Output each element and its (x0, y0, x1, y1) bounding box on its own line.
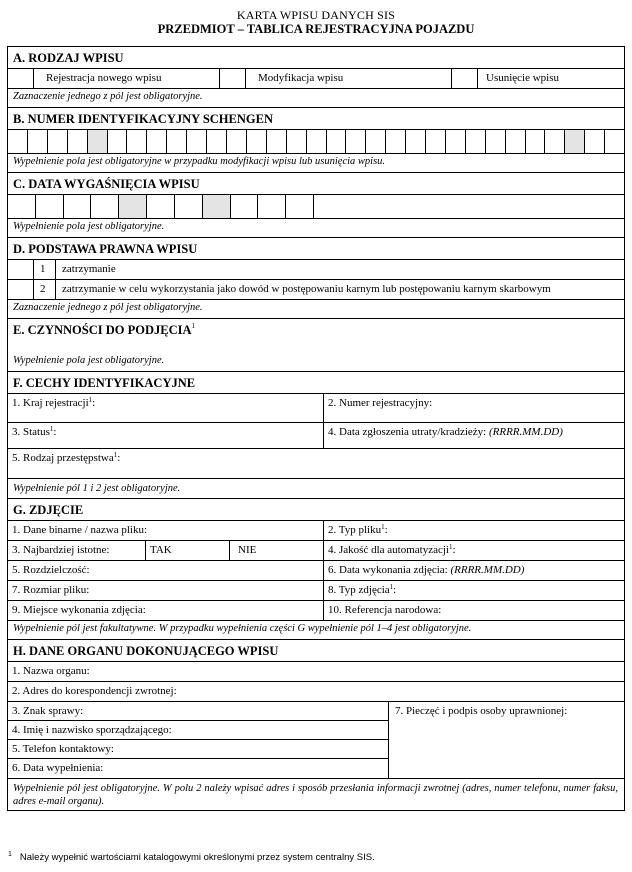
field-fill-date[interactable] (8, 759, 388, 778)
field-authority-name[interactable] (8, 662, 624, 681)
label: 1. Dane binarne / nazwa pliku: (12, 524, 148, 536)
checkbox-modify-entry[interactable] (220, 69, 246, 88)
g-row-2 (8, 541, 624, 561)
f-row-2 (8, 423, 624, 449)
checkbox-delete-entry[interactable] (452, 69, 478, 88)
label: 6. Data wypełnienia: (12, 762, 104, 774)
section-c-title: C. DATA WYGAŚNIĘCIA WPISU (8, 173, 624, 195)
expiry-date-boxes[interactable] (8, 195, 624, 219)
label: 10. Referencja narodowa: (328, 604, 442, 616)
field-status[interactable]: 3. Status$^1$: (8, 423, 324, 448)
char-box[interactable] (8, 130, 28, 153)
h-block (8, 702, 624, 779)
label: 3. Znak sprawy: (12, 705, 84, 717)
char-box[interactable] (386, 130, 406, 153)
label: 1. Nazwa organu: (12, 665, 90, 677)
g-row-1 (8, 521, 624, 541)
footnote-mark: 1 (8, 851, 12, 858)
char-box[interactable] (127, 130, 147, 153)
label: 8. Typ zdjęcia (328, 584, 390, 596)
label: 7. Rozmiar pliku: (12, 584, 90, 596)
h-row-5 (8, 740, 388, 759)
char-box[interactable] (346, 130, 366, 153)
legal-basis-row-2 (8, 280, 624, 300)
field-preparer-name[interactable] (8, 721, 388, 739)
date-box[interactable] (231, 195, 259, 218)
field-most-relevant (8, 541, 146, 560)
footnote-ref: 1 (448, 543, 453, 551)
checkbox-legal-2[interactable] (8, 280, 34, 299)
date-format: (RRRR.MM.DD) (488, 426, 563, 438)
char-box[interactable] (526, 130, 546, 153)
section-g-note: Wypełnienie pól jest fakultatywne. W przypadku wypełnienia części G wypełnienie pól 1–4 jest obligatoryjne. (8, 621, 624, 640)
char-box[interactable] (108, 130, 128, 153)
section-e-title (8, 319, 624, 353)
field-registration-country[interactable]: 1. Kraj rejestracji$^1$: (8, 394, 324, 422)
date-box[interactable] (175, 195, 203, 218)
char-box[interactable] (247, 130, 267, 153)
h-row-6 (8, 759, 388, 778)
legal-num-2: 2 (34, 280, 56, 299)
section-a-note: Zaznaczenie jednego z pól jest obligatoryjne. (8, 89, 624, 108)
field-photo-date[interactable] (324, 561, 624, 580)
char-box[interactable] (207, 130, 227, 153)
label-delete-entry: Usunięcie wpisu (486, 72, 560, 84)
footnote-text: Należy wypełnić wartościami katalogowymi określonymi przez system centralny SIS. (19, 852, 375, 863)
field-return-address[interactable] (8, 682, 624, 701)
field-case-number[interactable] (8, 702, 388, 720)
char-box[interactable] (585, 130, 605, 153)
char-box[interactable] (48, 130, 68, 153)
char-box[interactable] (545, 130, 565, 153)
date-box[interactable] (8, 195, 36, 218)
char-box[interactable] (147, 130, 167, 153)
field-photo-type[interactable]: 8. Typ zdjęcia$^1$: (328, 583, 397, 596)
section-b-note: Wypełnienie pola jest obligatoryjne w przypadku modyfikacji wpisu lub usunięcia wpisu. (8, 154, 624, 173)
f-row-1 (8, 394, 624, 423)
field-resolution[interactable] (8, 561, 324, 580)
footnote-ref: 1 (389, 583, 394, 591)
field-file-type[interactable]: 2. Typ pliku$^1$: (328, 523, 388, 536)
g-row-3 (8, 561, 624, 581)
label: 4. Imię i nazwisko sporządzającego: (12, 724, 172, 736)
legal-text-2: zatrzymanie w celu wykorzystania jako dowód w postępowaniu karnym lub postępowaniu karnym skarbowym (62, 283, 551, 295)
separator-box (203, 195, 231, 218)
section-a-title: A. RODZAJ WPISU (8, 47, 624, 69)
g-row-5 (8, 601, 624, 621)
h-row-1 (8, 662, 624, 682)
char-box[interactable] (68, 130, 88, 153)
char-box[interactable] (486, 130, 506, 153)
label: 4. Data zgłoszenia utraty/kradzieży: (328, 426, 489, 438)
field-offense-type[interactable]: 5. Rodzaj przestępstwa$^1$: (12, 451, 121, 464)
char-box[interactable] (605, 130, 624, 153)
label: 2. Numer rejestracyjny: (328, 397, 433, 409)
field-national-reference[interactable] (324, 601, 624, 620)
checkbox-legal-1[interactable] (8, 260, 34, 279)
date-box[interactable] (286, 195, 313, 218)
form-title: KARTA WPISU DANYCH SIS (236, 8, 396, 22)
field-registration-number[interactable] (324, 394, 624, 422)
label: 5. Telefon kontaktowy: (12, 743, 114, 755)
label: 7. Pieczęć i podpis osoby uprawnionej: (395, 705, 568, 717)
footnote (8, 852, 375, 863)
char-box[interactable] (307, 130, 327, 153)
section-d-title: D. PODSTAWA PRAWNA WPISU (8, 238, 624, 260)
section-d-note: Zaznaczenie jednego z pól jest obligatoryjne. (8, 300, 624, 319)
f-row-3 (8, 449, 624, 479)
field-file-name[interactable] (8, 521, 324, 540)
char-box[interactable] (187, 130, 207, 153)
char-box[interactable] (28, 130, 48, 153)
separator-box (88, 130, 108, 153)
label: NIE (238, 544, 257, 556)
legal-text-1: zatrzymanie (62, 263, 116, 275)
sis-form (7, 46, 625, 811)
section-e-title-text: E. CZYNNOŚCI DO PODJĘCIA (13, 323, 192, 337)
field-theft-report-date[interactable] (324, 423, 624, 448)
entry-type-row (8, 69, 624, 89)
section-b-title: B. NUMER IDENTYFIKACYJNY SCHENGEN (8, 108, 624, 130)
date-box[interactable] (91, 195, 119, 218)
label: 2. Adres do korespondencji zwrotnej: (12, 685, 177, 697)
option-yes[interactable] (146, 541, 230, 560)
footnote-ref: 1 (49, 425, 54, 433)
section-f-title: F. CECHY IDENTYFIKACYJNE (8, 372, 624, 394)
char-box[interactable] (506, 130, 526, 153)
section-h-note: Wypełnienie pól jest obligatoryjne. W polu 2 należy wpisać adres i sposób przesłania informacji zwrotnej (adres, numer telefonu, numer faksu, adres e-mail organu). (13, 783, 618, 807)
date-box[interactable] (36, 195, 64, 218)
h-row-4 (8, 721, 388, 740)
section-c-note: Wypełnienie pola jest obligatoryjne. (8, 219, 624, 238)
field-automation-quality[interactable]: 4. Jakość dla automatyzacji$^1$: (328, 543, 456, 556)
date-format: (RRRR.MM.DD) (450, 564, 525, 576)
separator-box (119, 195, 147, 218)
section-e-note: Wypełnienie pola jest obligatoryjne. (8, 353, 624, 372)
form-subject: PRZEDMIOT – TABLICA REJESTRACYJNA POJAZDU (157, 22, 475, 36)
char-box[interactable] (227, 130, 247, 153)
date-box[interactable] (147, 195, 175, 218)
footnote-ref: 1 (381, 523, 385, 531)
label: 1. Kraj rejestracji (12, 397, 89, 409)
field-phone[interactable] (8, 740, 388, 758)
section-g-title: G. ZDJĘCIE (8, 499, 624, 521)
legal-num-1: 1 (34, 260, 56, 279)
char-box[interactable] (426, 130, 446, 153)
label: 3. Status (12, 426, 50, 438)
char-box[interactable] (366, 130, 386, 153)
label: 5. Rodzaj przestępstwa (12, 452, 114, 464)
label: 4. Jakość dla automatyzacji (328, 544, 449, 556)
char-box[interactable] (466, 130, 486, 153)
h-row-2 (8, 682, 624, 702)
label: 9. Miejsce wykonania zdjęcia: (12, 604, 146, 616)
legal-basis-row-1 (8, 260, 624, 280)
h-row-3 (8, 702, 388, 721)
option-no[interactable] (230, 541, 324, 560)
char-box[interactable] (167, 130, 187, 153)
schengen-id-boxes[interactable] (8, 130, 624, 154)
label-new-entry: Rejestracja nowego wpisu (34, 69, 220, 88)
label: 5. Rozdzielczość: (12, 564, 90, 576)
field-stamp-signature[interactable] (389, 702, 624, 778)
blank-area (314, 195, 624, 218)
field-file-size[interactable] (8, 581, 324, 600)
footnote-ref: 1 (113, 451, 118, 459)
char-box[interactable] (287, 130, 307, 153)
separator-box (565, 130, 585, 153)
char-box[interactable] (406, 130, 426, 153)
section-h-title: H. DANE ORGANU DOKONUJĄCEGO WPISU (8, 640, 624, 662)
g-row-4 (8, 581, 624, 601)
field-photo-place[interactable] (8, 601, 324, 620)
section-f-note: Wypełnienie pól 1 i 2 jest obligatoryjne. (8, 479, 624, 499)
footnote-ref: 1 (191, 322, 195, 330)
label: 2. Typ pliku (328, 524, 382, 536)
label: 3. Najbardziej istotne: (12, 544, 110, 556)
char-box[interactable] (327, 130, 347, 153)
footnote-ref: 1 (88, 396, 93, 404)
date-box[interactable] (258, 195, 286, 218)
label-modify-entry: Modyfikacja wpisu (246, 69, 452, 88)
date-box[interactable] (64, 195, 92, 218)
char-box[interactable] (267, 130, 287, 153)
checkbox-new-entry[interactable] (8, 69, 34, 88)
label: 6. Data wykonania zdjęcia: (328, 564, 451, 576)
label: TAK (150, 544, 172, 556)
char-box[interactable] (446, 130, 466, 153)
